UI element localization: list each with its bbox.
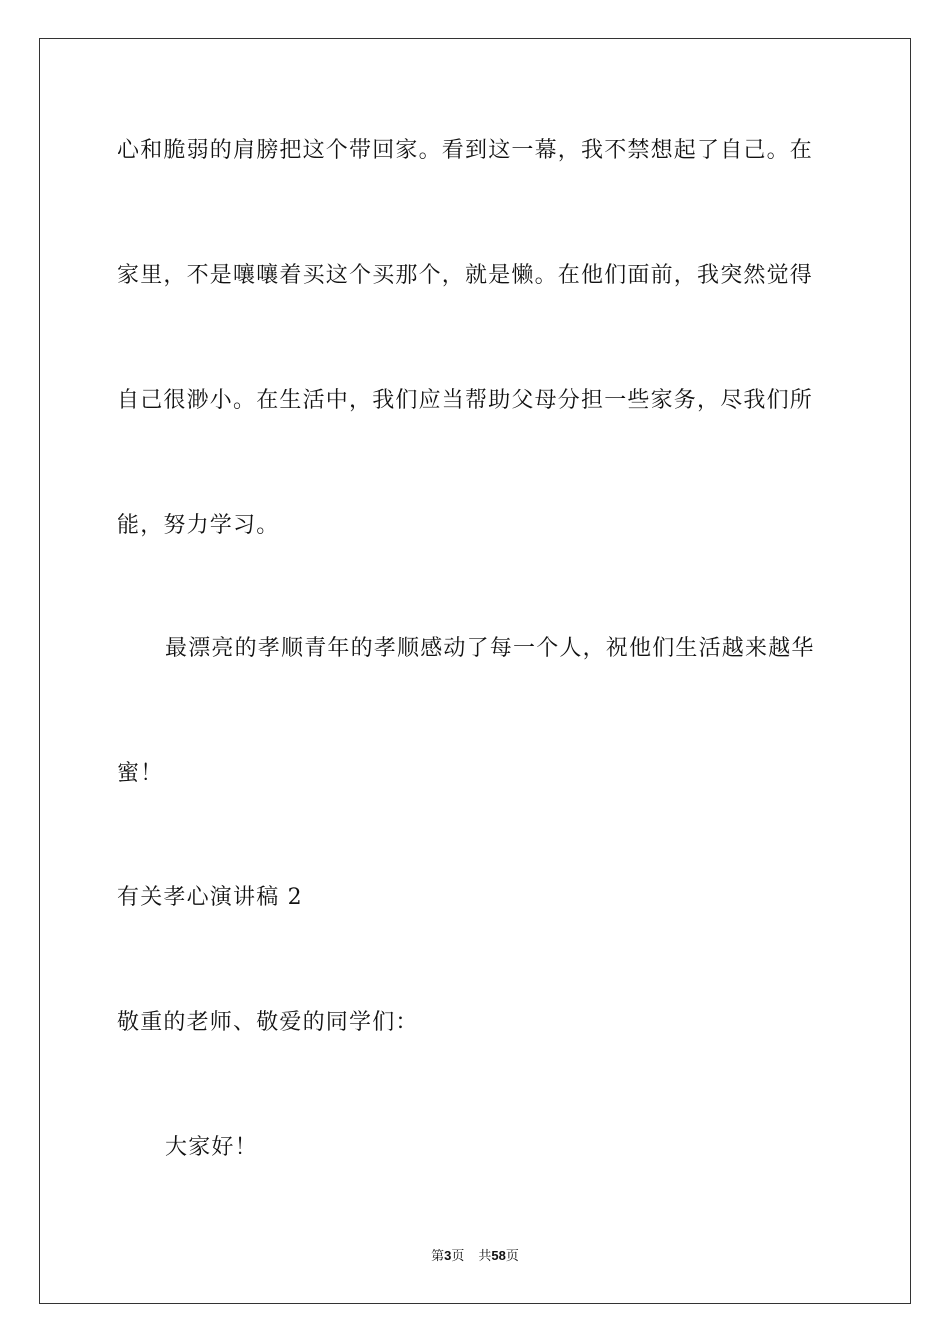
- footer-prefix: 第: [431, 1249, 445, 1264]
- section-heading: 有关孝心演讲稿 2: [117, 885, 303, 910]
- body-line-4: 能，努力学习。: [117, 513, 280, 538]
- body-line-1: 心和脆弱的肩膀把这个带回家。看到这一幕，我不禁想起了自己。在: [117, 138, 814, 163]
- footer-page-suffix: 页: [451, 1249, 465, 1264]
- body-line-3: 自己很渺小。在生活中，我们应当帮助父母分担一些家务，尽我们所: [117, 388, 814, 413]
- current-page-number: 3: [444, 1248, 452, 1263]
- body-line-6: 蜜！: [117, 761, 164, 786]
- footer-total-suffix: 页: [505, 1249, 519, 1264]
- page-footer: [0, 1247, 950, 1266]
- body-line-2: 家里，不是嚷嚷着买这个买那个，就是懒。在他们面前，我突然觉得: [117, 263, 814, 288]
- greeting: 大家好！: [165, 1135, 258, 1160]
- page-border: [39, 38, 911, 1304]
- footer-total-prefix: 共: [478, 1249, 492, 1264]
- total-pages-number: 58: [491, 1248, 506, 1263]
- salutation: 敬重的老师、敬爱的同学们：: [117, 1010, 419, 1035]
- body-line-5: 最漂亮的孝顺青年的孝顺感动了每一个人，祝他们生活越来越华: [165, 636, 815, 661]
